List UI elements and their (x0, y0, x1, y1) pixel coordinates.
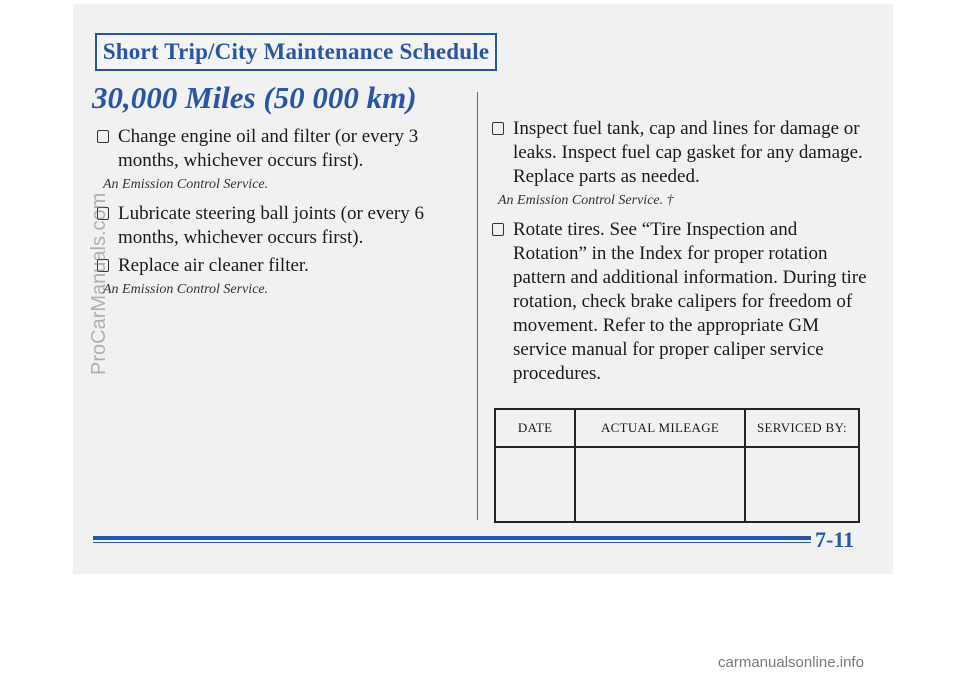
checklist-item-text: Lubricate steering ball joints (or every 6 months, whichever occurs first). (118, 203, 425, 248)
schedule-title-box (95, 33, 497, 71)
left-column (97, 125, 457, 299)
checklist-item-oil (97, 125, 457, 173)
column-header-serviced-by: SERVICED BY: (745, 409, 859, 447)
column-header-date: DATE (495, 409, 575, 447)
date-cell[interactable] (495, 447, 575, 522)
mileage-heading: 30,000 Miles (50 000 km) (92, 80, 417, 115)
footer-rule-thin (93, 542, 811, 543)
column-header-mileage: ACTUAL MILEAGE (575, 409, 745, 447)
footer-rule (93, 536, 811, 540)
checkbox-icon[interactable] (492, 223, 504, 236)
right-column (492, 117, 867, 386)
emission-note: An Emission Control Service. (103, 177, 269, 192)
service-record-table (494, 408, 860, 523)
emission-note: An Emission Control Service. † (498, 193, 674, 208)
schedule-title: Short Trip/City Maintenance Schedule (102, 39, 490, 64)
site-footer: carmanualsonline.info (718, 654, 864, 671)
table-header-row (495, 409, 859, 447)
watermark: ProCarManuals.com (88, 192, 110, 375)
emission-note: An Emission Control Service. (103, 282, 269, 297)
checklist-item-steering (97, 202, 457, 250)
checkbox-icon[interactable] (492, 122, 504, 135)
checkbox-icon[interactable] (97, 130, 109, 143)
checklist-item-text: Replace air cleaner filter. (118, 255, 309, 276)
checklist-item-fuel-tank (492, 117, 867, 189)
checklist-item-text: Inspect fuel tank, cap and lines for damage or leaks. Inspect fuel cap gasket for any damage. Replace parts as needed. (513, 118, 863, 187)
table-row (495, 447, 859, 522)
checklist-item-rotate-tires (492, 218, 867, 386)
checklist-item-air-filter (97, 254, 457, 278)
column-divider (477, 92, 478, 520)
page-number: 7-11 (815, 527, 855, 552)
mileage-cell[interactable] (575, 447, 745, 522)
checklist-item-text: Change engine oil and filter (or every 3 months, whichever occurs first). (118, 126, 419, 171)
serviced-by-cell[interactable] (745, 447, 859, 522)
checklist-item-text: Rotate tires. See “Tire Inspection and Rotation” in the Index for proper rotation pattern and additional information. During tire rotation, check brake calipers for freedom of movement. Refer to the appropriate GM service manual for proper caliper service procedures. (513, 219, 867, 384)
